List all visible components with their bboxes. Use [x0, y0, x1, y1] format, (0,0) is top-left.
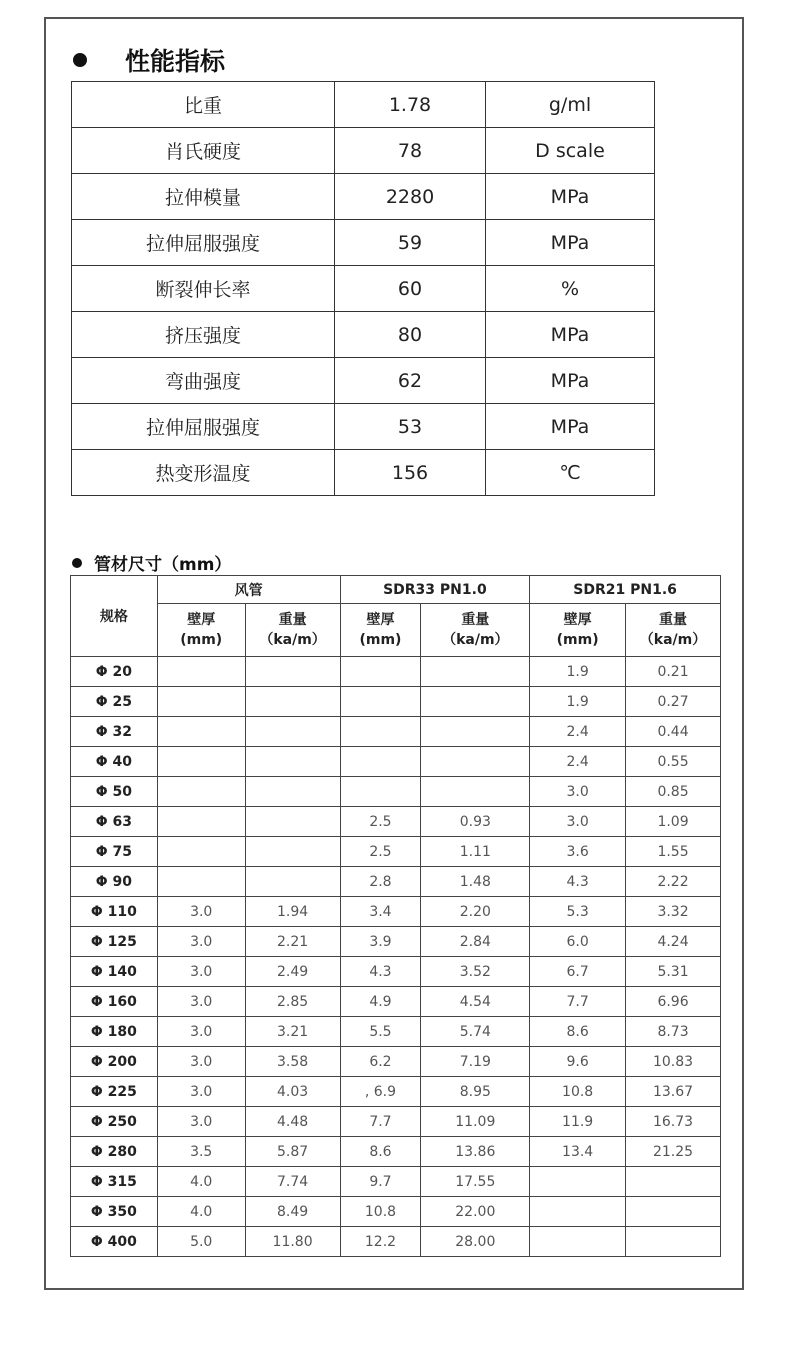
weight-cell: 21.25: [626, 1137, 721, 1167]
weight-cell: 1.55: [626, 837, 721, 867]
property-name: 拉伸屈服强度: [72, 220, 335, 266]
weight-cell: 2.49: [245, 957, 340, 987]
property-name: 热变形温度: [72, 450, 335, 496]
property-name: 挤压强度: [72, 312, 335, 358]
weight-cell: [245, 657, 340, 687]
property-name: 弯曲强度: [72, 358, 335, 404]
wall-thickness-cell: 4.3: [340, 957, 421, 987]
weight-cell: 16.73: [626, 1107, 721, 1137]
weight-cell: 8.73: [626, 1017, 721, 1047]
table-row: [71, 807, 721, 837]
performance-section-title: 性能指标: [125, 47, 226, 76]
weight-cell: 4.54: [421, 987, 530, 1017]
weight-cell: 5.87: [245, 1137, 340, 1167]
weight-cell: [421, 687, 530, 717]
performance-row: [72, 450, 655, 496]
wall-thickness-cell: 5.3: [530, 897, 626, 927]
wall-thickness-cell: 3.0: [157, 897, 245, 927]
wall-thickness-cell: 3.6: [530, 837, 626, 867]
weight-cell: [421, 747, 530, 777]
table-row: [71, 747, 721, 777]
property-value: 80: [335, 312, 486, 358]
weight-cell: 28.00: [421, 1227, 530, 1257]
performance-row: [72, 220, 655, 266]
wall-thickness-cell: 10.8: [530, 1077, 626, 1107]
wall-thickness-cell: 4.0: [157, 1197, 245, 1227]
wall-thickness-cell: [340, 657, 421, 687]
wall-thickness-cell: [157, 687, 245, 717]
wall-thickness-cell: 8.6: [340, 1137, 421, 1167]
pipe-spec-cell: Φ 25: [71, 687, 158, 717]
performance-row: [72, 128, 655, 174]
property-value: 59: [335, 220, 486, 266]
wall-thickness-cell: 9.7: [340, 1167, 421, 1197]
wall-thickness-cell: 2.5: [340, 837, 421, 867]
wall-thickness-cell: 5.0: [157, 1227, 245, 1257]
table-row: [71, 927, 721, 957]
wall-thickness-header: 壁厚 (mm): [157, 604, 245, 657]
pipe-size-table: [70, 575, 721, 1257]
table-row: [71, 957, 721, 987]
property-unit: %: [486, 266, 655, 312]
weight-header: 重量 （ka/m）: [421, 604, 530, 657]
wall-thickness-cell: 1.9: [530, 687, 626, 717]
wall-thickness-cell: , 6.9: [340, 1077, 421, 1107]
table-row: [71, 777, 721, 807]
wall-thickness-cell: 13.4: [530, 1137, 626, 1167]
weight-cell: 3.21: [245, 1017, 340, 1047]
pipe-spec-cell: Φ 40: [71, 747, 158, 777]
performance-row: [72, 312, 655, 358]
pipe-spec-cell: Φ 125: [71, 927, 158, 957]
wall-thickness-cell: 3.0: [157, 1047, 245, 1077]
weight-cell: [245, 867, 340, 897]
weight-cell: 1.94: [245, 897, 340, 927]
wall-thickness-cell: 7.7: [530, 987, 626, 1017]
property-unit: MPa: [486, 174, 655, 220]
wall-thickness-cell: 5.5: [340, 1017, 421, 1047]
weight-header: 重量 （ka/m）: [626, 604, 721, 657]
weight-cell: 1.09: [626, 807, 721, 837]
table-row: [71, 717, 721, 747]
table-row: [71, 1167, 721, 1197]
performance-row: [72, 174, 655, 220]
wall-thickness-cell: 4.3: [530, 867, 626, 897]
property-unit: MPa: [486, 220, 655, 266]
property-name: 肖氏硬度: [72, 128, 335, 174]
pipe-spec-cell: Φ 140: [71, 957, 158, 987]
weight-cell: 2.22: [626, 867, 721, 897]
weight-cell: 13.86: [421, 1137, 530, 1167]
property-unit: MPa: [486, 312, 655, 358]
wall-thickness-cell: 3.0: [157, 927, 245, 957]
performance-row: [72, 266, 655, 312]
wall-thickness-cell: [157, 837, 245, 867]
pipe-spec-cell: Φ 32: [71, 717, 158, 747]
wall-thickness-cell: 3.0: [157, 1077, 245, 1107]
weight-cell: 11.09: [421, 1107, 530, 1137]
weight-cell: 8.49: [245, 1197, 340, 1227]
table-row: [71, 687, 721, 717]
weight-cell: 3.52: [421, 957, 530, 987]
wall-thickness-cell: 4.9: [340, 987, 421, 1017]
weight-cell: 0.55: [626, 747, 721, 777]
weight-cell: 10.83: [626, 1047, 721, 1077]
pipe-spec-cell: Φ 225: [71, 1077, 158, 1107]
weight-cell: 0.85: [626, 777, 721, 807]
weight-cell: 0.27: [626, 687, 721, 717]
property-name: 断裂伸长率: [72, 266, 335, 312]
wall-thickness-cell: 3.0: [530, 777, 626, 807]
wall-thickness-cell: [157, 657, 245, 687]
weight-cell: [245, 777, 340, 807]
property-name: 拉伸屈服强度: [72, 404, 335, 450]
weight-cell: 0.93: [421, 807, 530, 837]
weight-cell: [245, 747, 340, 777]
weight-cell: 4.03: [245, 1077, 340, 1107]
wall-thickness-cell: 10.8: [340, 1197, 421, 1227]
weight-cell: 2.84: [421, 927, 530, 957]
pipe-spec-cell: Φ 350: [71, 1197, 158, 1227]
wall-thickness-header: 壁厚 (mm): [340, 604, 421, 657]
wall-thickness-cell: [157, 747, 245, 777]
pipe-section-title: 管材尺寸（mm）: [94, 555, 232, 575]
weight-cell: [245, 717, 340, 747]
weight-cell: 8.95: [421, 1077, 530, 1107]
pipe-spec-cell: Φ 160: [71, 987, 158, 1017]
wall-thickness-cell: 3.0: [157, 1107, 245, 1137]
wall-thickness-cell: 7.7: [340, 1107, 421, 1137]
wall-thickness-cell: [530, 1227, 626, 1257]
property-value: 53: [335, 404, 486, 450]
pipe-spec-cell: Φ 180: [71, 1017, 158, 1047]
performance-row: [72, 82, 655, 128]
weight-cell: [626, 1227, 721, 1257]
weight-cell: [421, 777, 530, 807]
wall-thickness-cell: 3.5: [157, 1137, 245, 1167]
group-header-sdr21: SDR21 PN1.6: [530, 576, 721, 604]
wall-thickness-cell: 3.0: [530, 807, 626, 837]
property-name: 比重: [72, 82, 335, 128]
weight-cell: 3.58: [245, 1047, 340, 1077]
bullet-icon: [73, 53, 87, 67]
weight-cell: 7.74: [245, 1167, 340, 1197]
table-row: [71, 897, 721, 927]
property-unit: MPa: [486, 358, 655, 404]
property-value: 2280: [335, 174, 486, 220]
pipe-spec-cell: Φ 50: [71, 777, 158, 807]
weight-cell: 3.32: [626, 897, 721, 927]
weight-cell: 13.67: [626, 1077, 721, 1107]
wall-thickness-cell: 2.4: [530, 717, 626, 747]
wall-thickness-cell: 8.6: [530, 1017, 626, 1047]
pipe-spec-cell: Φ 250: [71, 1107, 158, 1137]
weight-cell: 17.55: [421, 1167, 530, 1197]
wall-thickness-cell: 6.2: [340, 1047, 421, 1077]
wall-thickness-cell: 2.5: [340, 807, 421, 837]
table-row: [71, 1077, 721, 1107]
wall-thickness-cell: 6.0: [530, 927, 626, 957]
bullet-icon: [72, 558, 82, 568]
weight-cell: 22.00: [421, 1197, 530, 1227]
weight-cell: 2.20: [421, 897, 530, 927]
property-unit: MPa: [486, 404, 655, 450]
weight-cell: 5.31: [626, 957, 721, 987]
weight-cell: [626, 1197, 721, 1227]
table-row: [71, 837, 721, 867]
pipe-spec-cell: Φ 63: [71, 807, 158, 837]
property-name: 拉伸模量: [72, 174, 335, 220]
pipe-section-heading: [72, 550, 231, 575]
weight-cell: [421, 717, 530, 747]
pipe-spec-cell: Φ 280: [71, 1137, 158, 1167]
performance-row: [72, 404, 655, 450]
table-row: [71, 1227, 721, 1257]
wall-thickness-cell: [340, 747, 421, 777]
table-row: [71, 867, 721, 897]
weight-header: 重量 （ka/m）: [245, 604, 340, 657]
wall-thickness-cell: 2.8: [340, 867, 421, 897]
wall-thickness-cell: [530, 1197, 626, 1227]
spec-header: 规格: [71, 576, 158, 657]
table-row: [71, 1047, 721, 1077]
wall-thickness-cell: [157, 717, 245, 747]
weight-cell: 0.44: [626, 717, 721, 747]
wall-thickness-cell: 3.0: [157, 987, 245, 1017]
table-row: [71, 1107, 721, 1137]
wall-thickness-cell: 3.9: [340, 927, 421, 957]
wall-thickness-cell: 1.9: [530, 657, 626, 687]
weight-cell: 1.11: [421, 837, 530, 867]
weight-cell: 1.48: [421, 867, 530, 897]
weight-cell: 4.24: [626, 927, 721, 957]
weight-cell: [421, 657, 530, 687]
group-header-duct: 风管: [157, 576, 340, 604]
weight-cell: 5.74: [421, 1017, 530, 1047]
property-value: 78: [335, 128, 486, 174]
property-value: 60: [335, 266, 486, 312]
weight-cell: [245, 807, 340, 837]
wall-thickness-cell: 12.2: [340, 1227, 421, 1257]
property-value: 1.78: [335, 82, 486, 128]
weight-cell: 2.21: [245, 927, 340, 957]
wall-thickness-cell: [157, 807, 245, 837]
wall-thickness-cell: 3.0: [157, 1017, 245, 1047]
wall-thickness-cell: 9.6: [530, 1047, 626, 1077]
property-value: 62: [335, 358, 486, 404]
pipe-spec-cell: Φ 110: [71, 897, 158, 927]
property-unit: D scale: [486, 128, 655, 174]
wall-thickness-header: 壁厚 (mm): [530, 604, 626, 657]
table-row: [71, 1017, 721, 1047]
wall-thickness-cell: [340, 687, 421, 717]
group-header-sdr33: SDR33 PN1.0: [340, 576, 530, 604]
weight-cell: 7.19: [421, 1047, 530, 1077]
table-row: [71, 1197, 721, 1227]
table-row: [71, 1137, 721, 1167]
wall-thickness-cell: 3.0: [157, 957, 245, 987]
weight-cell: [245, 687, 340, 717]
weight-cell: 6.96: [626, 987, 721, 1017]
wall-thickness-cell: [340, 777, 421, 807]
pipe-spec-cell: Φ 90: [71, 867, 158, 897]
pipe-spec-cell: Φ 200: [71, 1047, 158, 1077]
wall-thickness-cell: [340, 717, 421, 747]
wall-thickness-cell: 3.4: [340, 897, 421, 927]
property-value: 156: [335, 450, 486, 496]
pipe-spec-cell: Φ 75: [71, 837, 158, 867]
performance-table: [71, 81, 655, 496]
wall-thickness-cell: 11.9: [530, 1107, 626, 1137]
wall-thickness-cell: 2.4: [530, 747, 626, 777]
table-row: [71, 987, 721, 1017]
weight-cell: 4.48: [245, 1107, 340, 1137]
weight-cell: [245, 837, 340, 867]
wall-thickness-cell: [157, 867, 245, 897]
weight-cell: 11.80: [245, 1227, 340, 1257]
property-unit: g/ml: [486, 82, 655, 128]
property-unit: ℃: [486, 450, 655, 496]
performance-section-heading: [73, 42, 225, 78]
wall-thickness-cell: 4.0: [157, 1167, 245, 1197]
weight-cell: 2.85: [245, 987, 340, 1017]
pipe-spec-cell: Φ 20: [71, 657, 158, 687]
wall-thickness-cell: [530, 1167, 626, 1197]
weight-cell: [626, 1167, 721, 1197]
weight-cell: 0.21: [626, 657, 721, 687]
wall-thickness-cell: 6.7: [530, 957, 626, 987]
table-row: [71, 657, 721, 687]
pipe-spec-cell: Φ 315: [71, 1167, 158, 1197]
performance-row: [72, 358, 655, 404]
wall-thickness-cell: [157, 777, 245, 807]
pipe-spec-cell: Φ 400: [71, 1227, 158, 1257]
